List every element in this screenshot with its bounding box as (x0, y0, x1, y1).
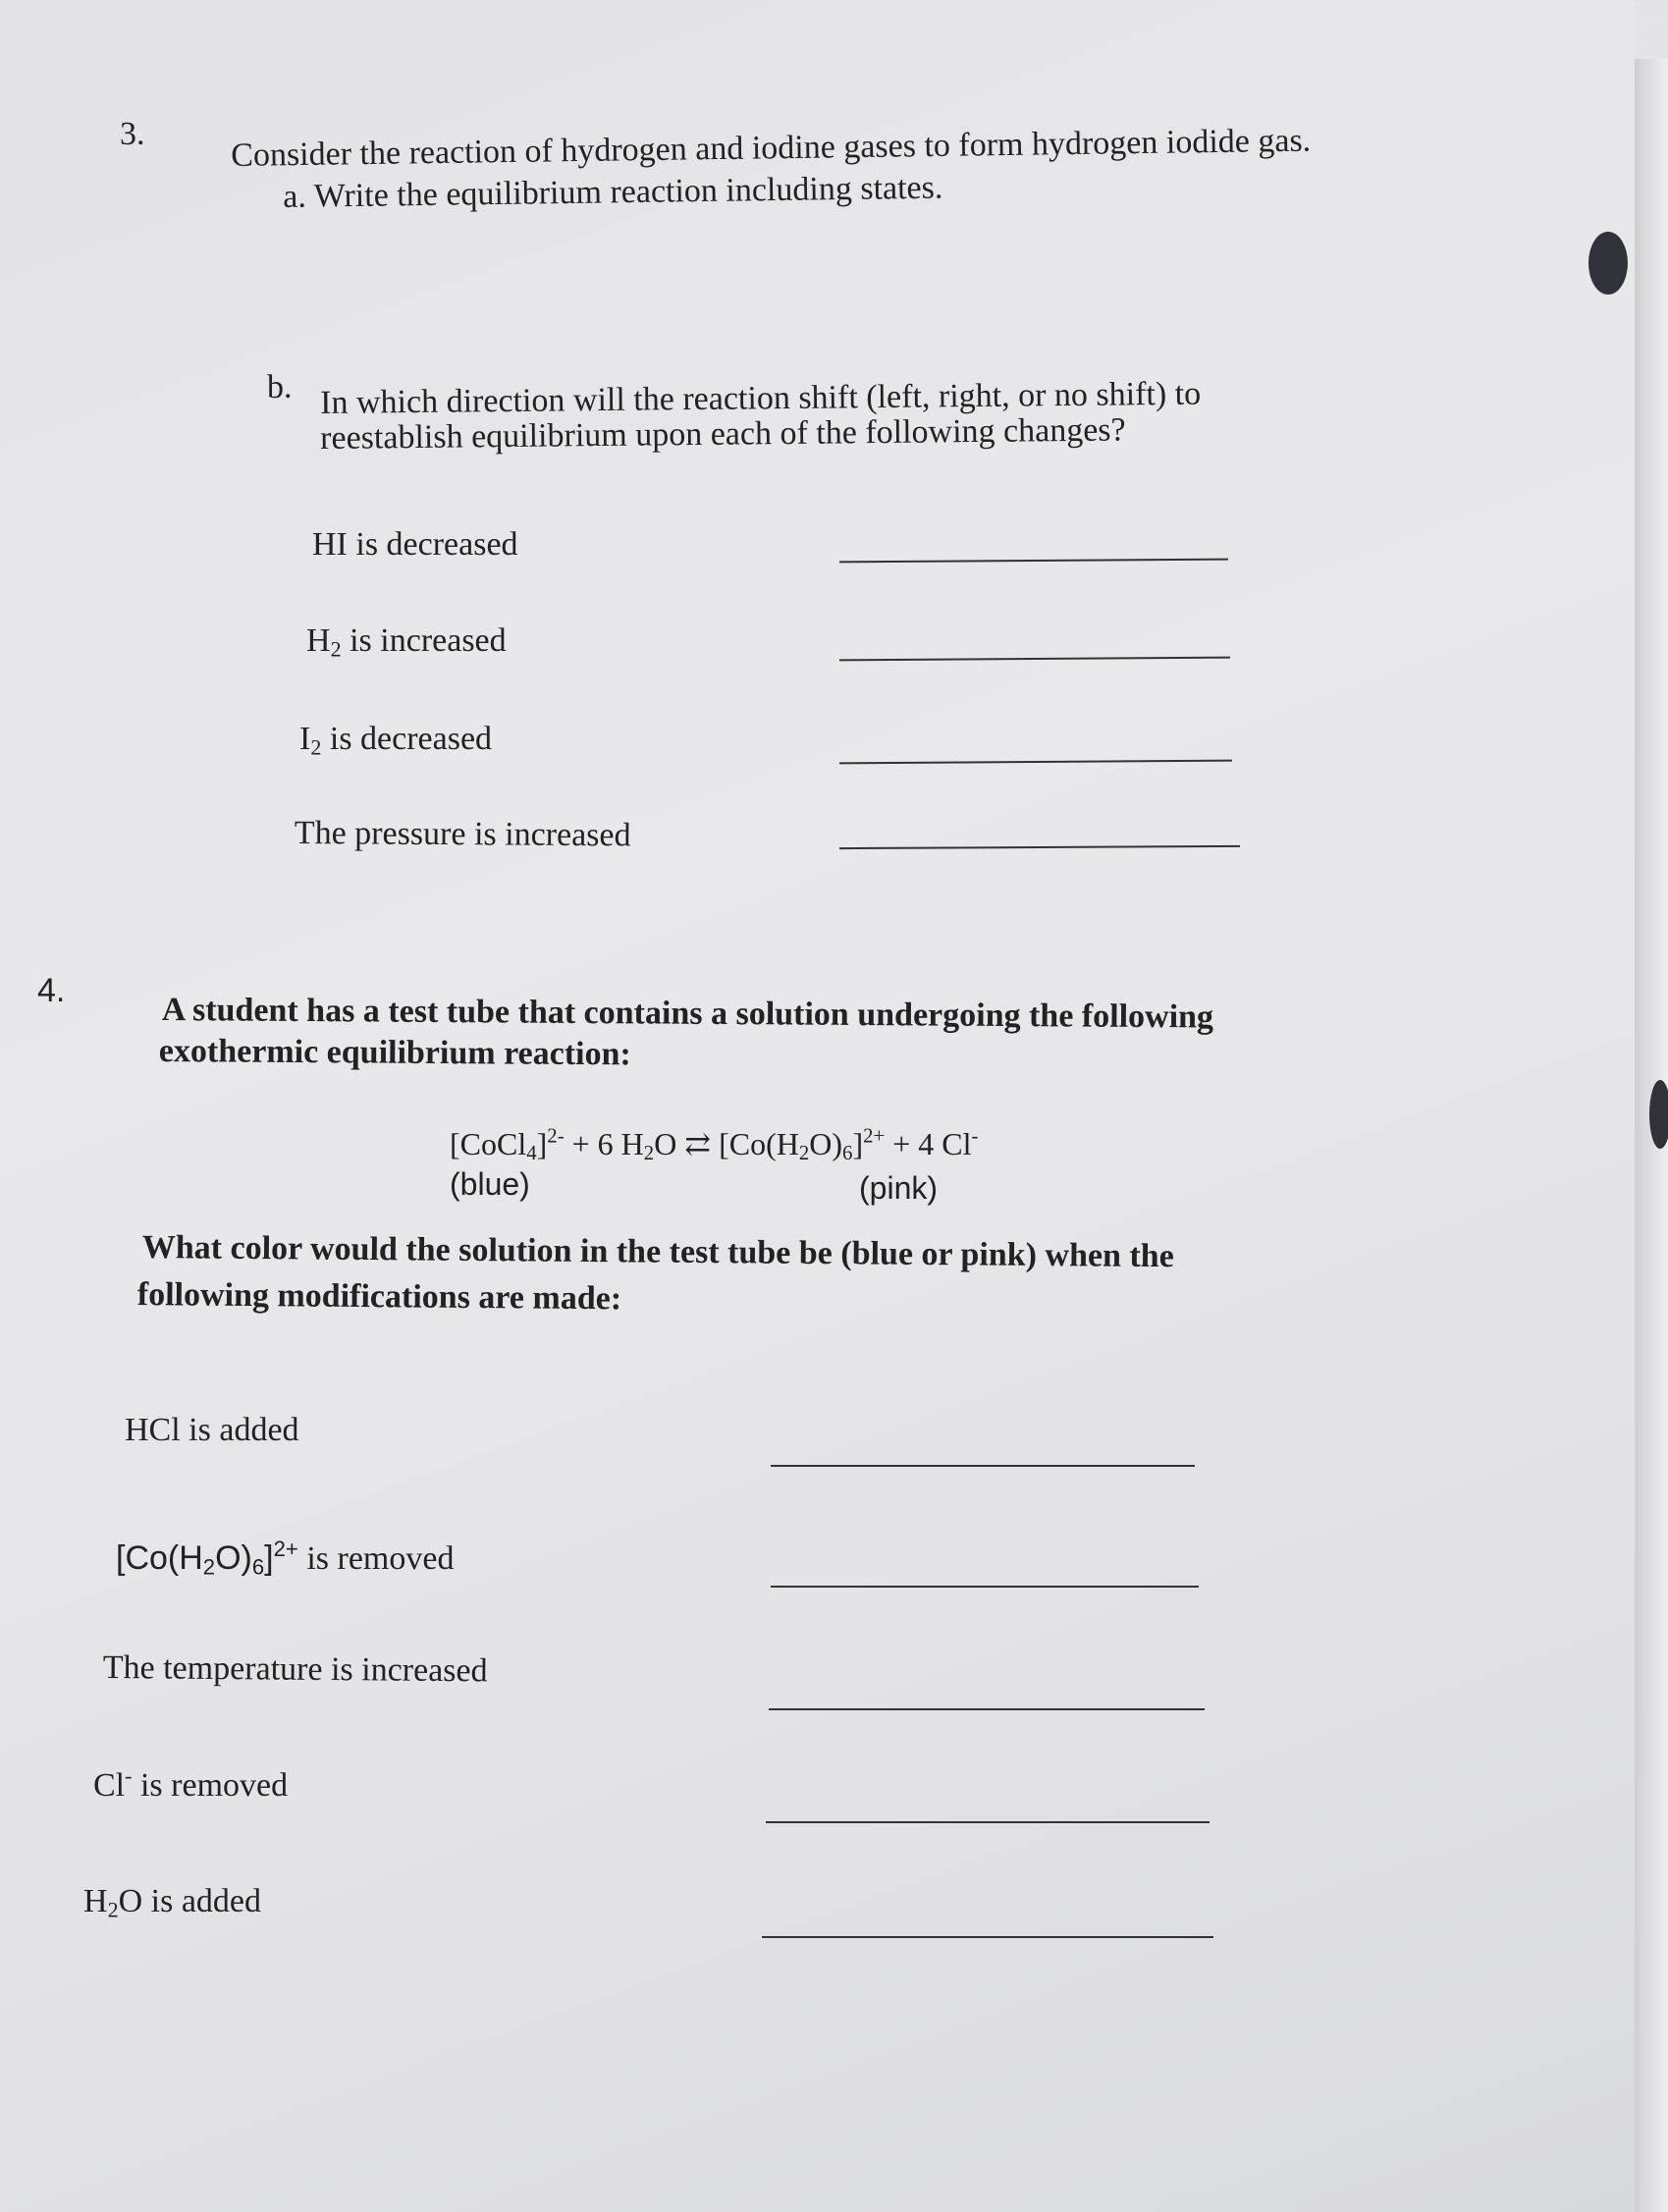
question-3b-prompt-line1: In which direction will the reaction shift (left, right, or no shift) to (320, 375, 1202, 421)
q4-item-temperature-increased: The temperature is increased (102, 1649, 488, 1690)
question-3b-letter: b. (267, 369, 293, 405)
q3-item-h2-increased: $H_2$ is increased (306, 622, 507, 662)
q4-item-hcl-added: HCl is added (125, 1412, 299, 1448)
equation-label-pink: (pink) (859, 1170, 939, 1206)
equation-label-blue: (blue) (450, 1166, 530, 1202)
binder-hole-middle (1649, 1080, 1668, 1149)
question-4-color-prompt-line2: following modifications are made: (136, 1276, 622, 1318)
question-4-prompt-line1: A student has a test tube that contains a solution undergoing the following (161, 992, 1214, 1036)
question-3b-prompt-line2: reestablish equilibrium upon each of the following changes? (320, 411, 1126, 457)
q3-item-i2-decreased: $I_2$ is decreased (299, 721, 493, 760)
q4-item-complex-removed: $[Co(H_2O)_6]^{2+}$ is removed (116, 1536, 455, 1580)
q4-answer-line-1[interactable] (771, 1465, 1195, 1467)
equilibrium-equation: [CoCl$_4$]$^{2-}$ + 6 $H_2O$ ⇄ $[Co(H_2O)_6]^{2+} + 4$ Cl- (450, 1124, 979, 1165)
q4-answer-line-2[interactable] (771, 1586, 1199, 1588)
question-4-color-prompt-line1: What color would the solution in the test tube be (blue or pink) when the (141, 1229, 1174, 1275)
question-4-prompt-line2: exothermic equilibrium reaction: (158, 1033, 631, 1073)
q4-item-chloride-removed: Cl- is removed (93, 1762, 289, 1804)
question-4-number: 4. (37, 972, 66, 1009)
question-3-prompt: Consider the reaction of hydrogen and iodine gases to form hydrogen iodide gas. (231, 122, 1312, 174)
q4-item-water-added: $H_2O$ is added (83, 1883, 262, 1922)
q4-answer-line-3[interactable] (769, 1708, 1205, 1710)
q4-answer-line-5[interactable] (762, 1936, 1213, 1938)
q4-answer-line-4[interactable] (766, 1821, 1210, 1823)
binder-hole-top (1588, 232, 1628, 295)
q3-item-hi-decreased: HI is decreased (312, 526, 518, 563)
q3-item-pressure-increased: The pressure is increased (294, 815, 631, 854)
question-3-number: 3. (120, 116, 145, 152)
question-3a-prompt: a. Write the equilibrium reaction including states. (283, 169, 943, 215)
